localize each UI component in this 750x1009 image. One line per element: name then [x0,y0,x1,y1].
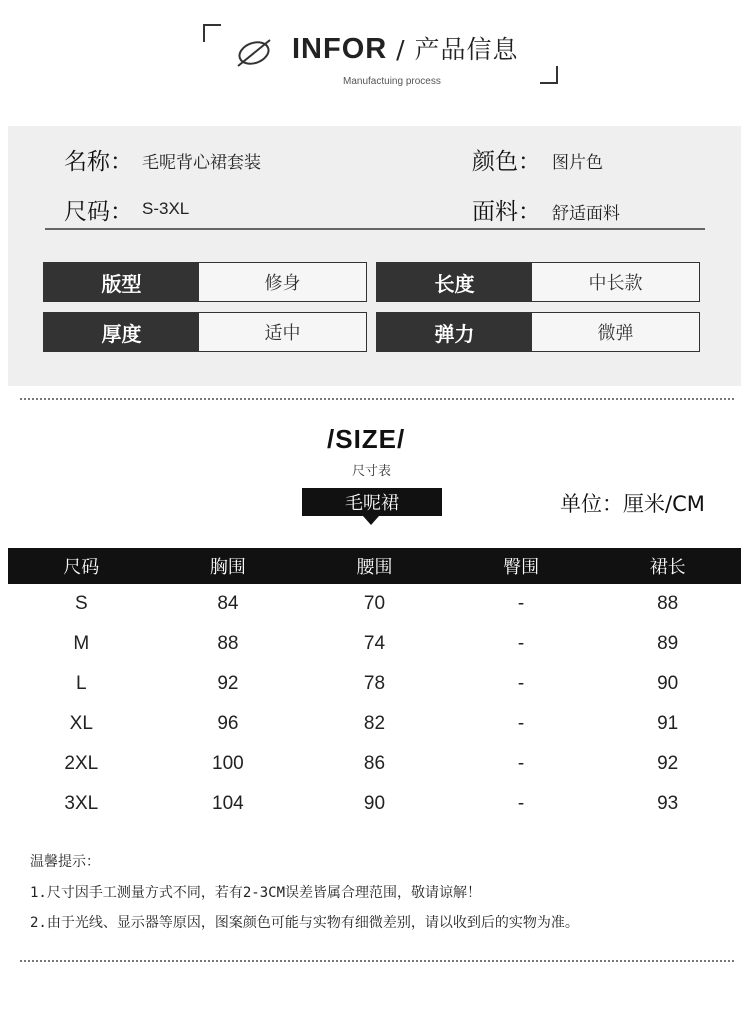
table-row [8,704,741,744]
size-label: 尺码： [64,199,133,225]
tag-arrow-icon [363,516,379,525]
column-header: 臀围 [448,548,595,584]
notes-line-2: 2.由于光线、显示器等原因，图案颜色可能与实物有细微差别，请以收到后的实物为准。 [30,915,579,931]
divider [45,228,705,230]
table-cell: XL [69,713,93,734]
table-cell: 2XL [64,753,99,774]
table-cell: - [517,673,525,694]
product-tag: 毛呢裙 [302,488,442,516]
table-cell: 88 [217,633,239,654]
column-header: 尺码 [8,548,155,584]
notes-line-1: 1.尺寸因手工测量方式不同，若有2-3CM误差皆属合理范围，敬请谅解！ [30,885,481,901]
table-cell: 3XL [64,793,99,814]
color-label: 颜色： [472,149,541,175]
page-subtitle: Manufactuing process [343,76,441,87]
table-cell: - [517,633,525,654]
no-ironing-icon [234,36,274,68]
size-title: /SIZE/ [327,424,406,454]
notes-title: 温馨提示： [30,854,100,870]
table-cell: S [74,593,88,614]
dotted-divider [20,960,734,962]
table-cell: 74 [363,633,386,654]
page-title [292,30,519,66]
name-value: 毛呢背心裙套装 [142,153,261,173]
attribute-key: 弹力 [377,313,532,351]
size-table [8,548,741,824]
column-header: 裙长 [594,548,741,584]
attribute-key: 长度 [377,263,532,301]
table-cell: 92 [657,753,679,774]
fabric-label: 面料： [472,199,541,225]
table-cell: 90 [363,793,386,814]
fabric-value: 舒适面料 [552,204,620,224]
attribute-elasticity [376,312,700,352]
table-cell: 91 [657,713,679,734]
table-cell: 104 [212,793,244,814]
attribute-value: 微弹 [532,313,699,351]
table-cell: 93 [657,793,679,814]
table-cell: 70 [363,593,386,614]
table-cell: L [76,673,87,694]
table-cell: 96 [217,713,239,734]
name-label: 名称： [64,149,133,175]
table-cell: 88 [657,593,679,614]
column-header: 腰围 [301,548,448,584]
attribute-key: 版型 [44,263,199,301]
table-cell: - [517,753,525,774]
attribute-thickness [43,312,367,352]
table-cell: 82 [363,713,386,734]
table-cell: 90 [657,673,679,694]
unit-label: 单位：厘米/CM [560,492,705,516]
table-cell: M [73,633,90,654]
table-row [8,664,741,704]
table-cell: - [517,713,525,734]
attribute-length [376,262,700,302]
corner-bracket-top-left [203,24,221,42]
attribute-key: 厚度 [44,313,199,351]
attribute-fit [43,262,367,302]
title-en: INFOR [292,33,388,65]
table-header-row [8,548,741,584]
table-cell: - [517,793,525,814]
table-cell: 100 [212,753,244,774]
size-value: S-3XL [142,199,190,218]
table-cell: 84 [217,593,239,614]
table-cell: 78 [363,673,386,694]
attribute-value: 修身 [199,263,366,301]
dotted-divider [20,398,734,400]
column-header: 胸围 [155,548,302,584]
table-row [8,744,741,784]
table-row [8,584,741,624]
table-cell: 92 [217,673,239,694]
corner-bracket-bottom-right [540,66,558,84]
table-cell: 89 [657,633,679,654]
table-cell: 86 [363,753,386,774]
color-value: 图片色 [552,153,603,173]
table-cell: - [517,593,525,614]
attribute-value: 适中 [199,313,366,351]
table-row [8,624,741,664]
table-row [8,784,741,824]
size-subtitle: 尺寸表 [352,464,392,479]
title-zh: 产品信息 [414,35,519,64]
attribute-value: 中长款 [532,263,699,301]
title-sep: / [387,35,415,64]
